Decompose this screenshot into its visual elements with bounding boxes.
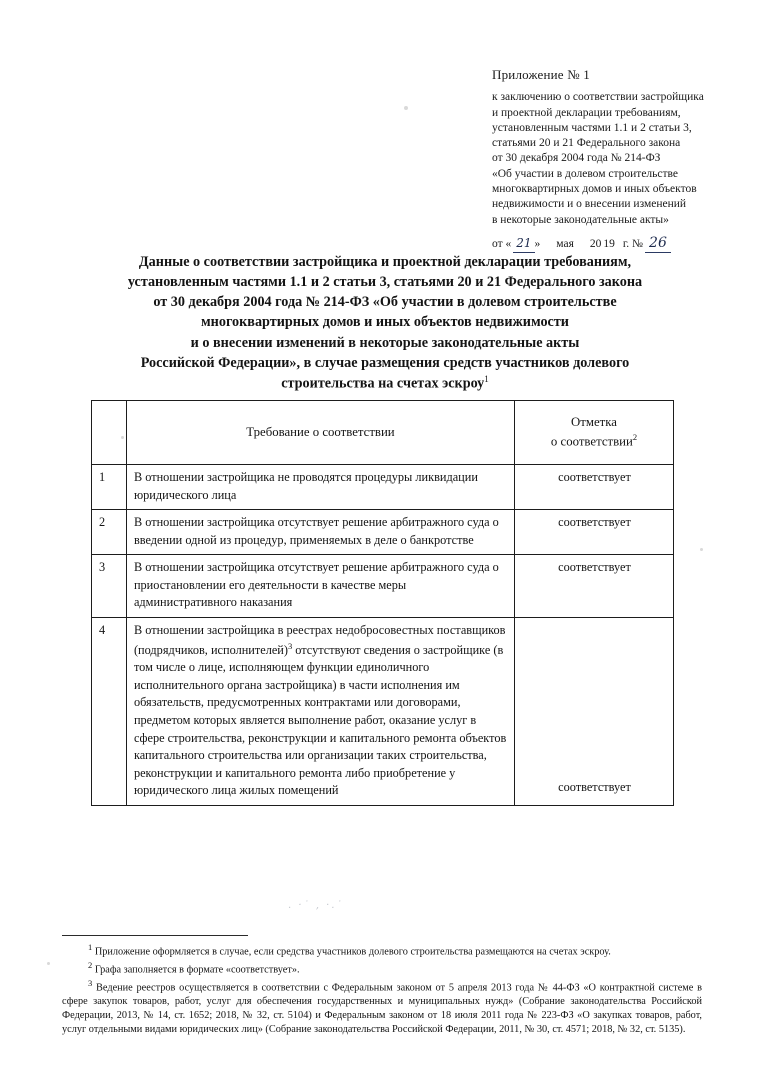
column-header-number	[92, 401, 127, 465]
header-line-1: к заключению о соответствии застройщика	[492, 91, 704, 104]
header-line-9: в некоторые законодательные акты»	[492, 213, 669, 226]
column-header-requirement: Требование о соответствии	[126, 401, 514, 465]
date-year-suffix: г. №	[622, 237, 644, 250]
title-line-1: Данные о соответствии застройщика и проектной декларации требованиям,	[138, 254, 632, 270]
scan-speck	[47, 962, 50, 965]
date-year-prefix: 20	[589, 237, 602, 250]
header-line-8: недвижимости и о внесении изменений	[492, 198, 687, 211]
table-body	[92, 465, 674, 806]
title-line-3: от 30 декабря 2004 года № 214-ФЗ «Об участии в долевом строительстве	[153, 294, 617, 311]
row-requirement-part1: В отношении застройщика в реестрах недобросовестных поставщиков (подрядчиков, исполнителей)	[133, 623, 506, 657]
column-header-mark-footnote-ref: 2	[632, 432, 638, 443]
footnote-3	[62, 978, 702, 1036]
page-title	[60, 252, 710, 394]
table-row	[92, 555, 674, 618]
row-requirement-footnote-ref: 3	[287, 640, 293, 651]
header-line-6: «Об участии в долевом строительстве	[492, 167, 678, 180]
title-line-7-text: строительства на счетах эскроу	[281, 375, 485, 392]
appendix-number: Приложение № 1	[492, 67, 590, 82]
header-line-2: и проектной декларации требованиям,	[492, 106, 681, 119]
title-line-4: многоквартирных домов и иных объектов недвижимости	[201, 314, 569, 331]
footnote-3-text: Ведение реестров осуществляется в соответствии с Федеральным законом от 5 апреля 2013 года № 44-ФЗ «О контрактной системе в сфере закупок товаров, работ, услуг для обеспечения государственных и муниципальных нужд» (Собрание законодательства Российской Федерации, 2013, № 14, ст. 1652; 2018, № 32, ст. 5104) и Федеральным законом от 18 июля 2011 года № 223-ФЗ «О закупках товаров, работ, услуг отдельными видами юридических лиц» (Собрание законодательства Российской Федерации, 2011, № 30, ст. 4571; 2018, № 32, ст. 5135).	[62, 982, 702, 1035]
date-quote-close: »	[534, 237, 541, 250]
row-requirement: В отношении застройщика не проводятся процедуры ликвидации юридического лица	[126, 465, 514, 510]
footnote-1-text: Приложение оформляется в случае, если средства участников долевого строительства размещаются на счетах эскроу.	[92, 946, 611, 958]
row-mark: соответствует	[515, 510, 674, 555]
footnote-3-marker: 3	[88, 978, 93, 989]
scan-smudge: . ·˙ ‚ ·.˙	[288, 900, 344, 911]
row-requirement	[126, 618, 514, 806]
row-number: 2	[92, 510, 127, 555]
column-header-mark-line2: о соответствии	[550, 434, 633, 449]
row-mark: соответствует	[515, 465, 674, 510]
column-header-mark	[515, 401, 674, 465]
header-line-5: от 30 декабря 2004 года № 214-ФЗ	[492, 152, 661, 165]
title-line-7	[60, 373, 710, 394]
date-year-value: 19	[603, 237, 615, 250]
row-mark: соответствует	[515, 618, 674, 806]
document-number-value: 26	[645, 234, 671, 254]
document-date-line	[492, 234, 752, 254]
header-line-7: многоквартирных домов и иных объектов	[492, 182, 697, 195]
title-footnote-ref: 1	[484, 373, 489, 384]
row-number: 4	[92, 618, 127, 806]
title-line-2: установленным частями 1.1 и 2 статьи 3, статьями 20 и 21 Федерального закона	[127, 274, 643, 291]
title-line-5: и о внесении изменений в некоторые законодательные акты	[190, 334, 580, 351]
row-number: 3	[92, 555, 127, 618]
compliance-table-wrapper	[91, 400, 674, 806]
scan-speck	[700, 548, 703, 551]
header-line-4: статьями 20 и 21 Федерального закона	[492, 137, 681, 150]
column-header-mark-line2-wrap	[519, 431, 669, 451]
column-header-mark-line1: Отметка	[571, 415, 617, 430]
footnote-2-marker: 2	[88, 960, 93, 971]
appendix-header	[492, 66, 752, 253]
table-row	[92, 618, 674, 806]
table-row	[92, 510, 674, 555]
row-requirement: В отношении застройщика отсутствует решение арбитражного суда о введении одной из процедур, применяемых в деле о банкротстве	[126, 510, 514, 555]
row-mark: соответствует	[515, 555, 674, 618]
footnote-separator	[62, 935, 248, 936]
footnote-1-marker: 1	[88, 942, 93, 952]
row-requirement-part2: отсутствуют сведения о застройщике (в том числе о лице, исполняющем функции единоличного исполнительного органа застройщика) в части исполнения им обязательств, предусмотренных контрактами или договорами, предметом которых является выполнение работ, оказание услуг в сфере строительства, реконструкции и капитального ремонта объектов капитального строительства или организации таких строительства, реконструкции и капитального ремонта либо приобретение у юридического лица жилых помещений	[133, 642, 507, 798]
scan-speck	[404, 106, 408, 110]
footnote-1	[62, 942, 702, 959]
compliance-table	[91, 400, 674, 806]
footnote-2-text: Графа заполняется в формате «соответствует».	[92, 964, 300, 976]
table-row	[92, 465, 674, 510]
row-requirement: В отношении застройщика отсутствует решение арбитражного суда о приостановлении его деятельности в качестве меры административного наказания	[126, 555, 514, 618]
table-header-row	[92, 401, 674, 465]
header-line-3: установленным частями 1.1 и 2 статьи 3,	[492, 121, 692, 134]
table-head	[92, 401, 674, 465]
date-day-value: 21	[513, 236, 534, 253]
footnote-2	[62, 960, 702, 977]
title-line-6: Российской Федерации», в случае размещения средств участников долевого	[140, 354, 630, 371]
date-prefix: от «	[492, 237, 512, 250]
date-month-value: мая	[556, 237, 574, 250]
footnotes	[62, 935, 702, 1037]
row-number: 1	[92, 465, 127, 510]
